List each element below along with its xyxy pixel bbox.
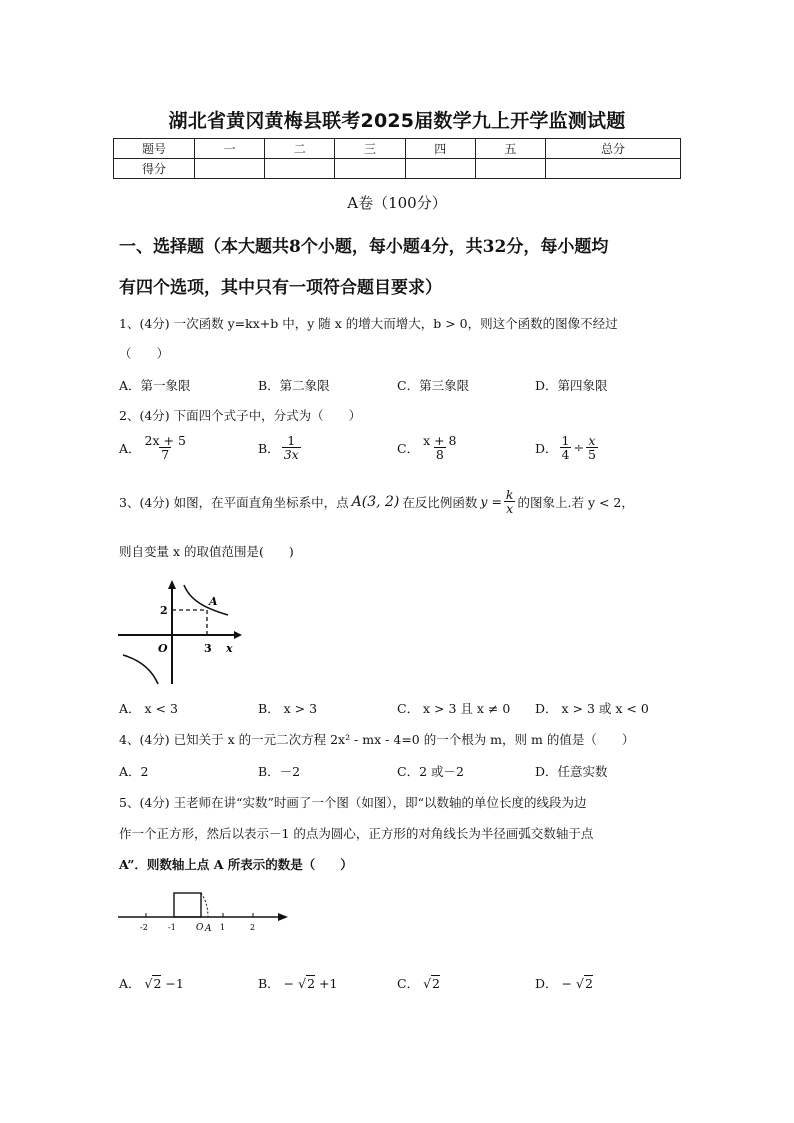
sqrt-suffix: +1 (319, 976, 338, 991)
q5-line2: 作一个正方形，然后以表示－1 的点为圆心，正方形的对角线长为半径画弧交数轴于点 (119, 826, 594, 841)
sqrt-sign: √ (575, 976, 584, 991)
score-header-cell: 总分 (546, 139, 681, 159)
q1-blank: （ ） (119, 346, 170, 361)
part1-heading-line2: 有四个选项，其中只有一项符合题目要求） (119, 278, 442, 298)
radius-arc (201, 893, 208, 917)
fraction (143, 434, 188, 461)
option-label: A． (119, 440, 141, 456)
q1-option-c: C．第三象限 (397, 378, 470, 393)
hyperbola-branch-q1 (184, 585, 228, 615)
sqrt-radicand: 2 (432, 976, 440, 991)
q4-text: 4、(4分) 已知关于 x 的一元二次方程 2x² - mx - 4=0 的一个根为 m，则 m 的值是（ ） (119, 732, 635, 747)
sqrt-prefix: − (283, 976, 295, 991)
q2-option-d (535, 434, 600, 461)
score-cell (265, 159, 335, 179)
q3-line2: 则自变量 x 的取值范围是( ) (119, 544, 294, 559)
q4-option-d: D．任意实数 (535, 764, 608, 779)
fraction-denominator: 7 (161, 447, 170, 463)
q5-line3: A”．则数轴上点 A 所表示的数是（ ） (119, 857, 353, 872)
sqrt-radicand: 2 (153, 976, 162, 991)
q4-option-a: A．2 (119, 764, 149, 779)
tick-label-origin: O (196, 923, 204, 933)
q5-option-c (397, 974, 440, 992)
score-table-score-row (114, 159, 681, 179)
fraction-denominator: 4 (561, 447, 570, 463)
fraction-denominator: x (506, 501, 514, 517)
fraction-denominator: 8 (435, 447, 444, 463)
tick-label: -2 (140, 923, 148, 932)
q2-option-c (397, 434, 461, 461)
score-cell (405, 159, 475, 179)
q5-line1: 5、(4分) 王老师在讲“实数”时画了一个图（如图），即“以数轴的单位长度的线段为边 (119, 795, 587, 810)
point-A-label: A (209, 595, 218, 608)
score-row-label: 得分 (114, 159, 195, 179)
x-tick-label-3: 3 (204, 642, 212, 655)
sqrt-sign: √ (423, 976, 432, 991)
fraction-numerator: 1 (561, 433, 570, 448)
q2-text: 2、(4分) 下面四个式子中，分式为（ ） (119, 408, 362, 423)
score-table (113, 138, 681, 179)
fraction (560, 434, 572, 461)
division-sign: ÷ (573, 440, 584, 456)
q4-option-b: B．－2 (258, 764, 301, 779)
q3-func-fraction (504, 488, 516, 515)
unit-square (174, 893, 201, 917)
hyperbola-branch-q3 (123, 655, 158, 684)
q5-number-line (118, 885, 290, 935)
option-label: D． (535, 976, 558, 991)
score-cell (546, 159, 681, 179)
sqrt-sign: √ (144, 976, 153, 991)
score-cell (335, 159, 405, 179)
q3-point: A(3, 2) (351, 493, 400, 510)
number-line-arrow-icon (278, 913, 288, 921)
tick-label-point-a: A (205, 924, 212, 934)
fraction-numerator: x + 8 (423, 433, 457, 448)
fraction (282, 434, 301, 461)
part1-heading-line1: 一、选择题（本大题共8个小题，每小题4分，共32分，每小题均 (119, 237, 609, 257)
x-axis-arrow-icon (234, 631, 242, 639)
fraction-numerator: k (505, 487, 514, 502)
origin-label: O (158, 642, 168, 655)
q4-option-c: C．2 或－2 (397, 764, 464, 779)
q3-prefix: 3、(4分) 如图，在平面直角坐标系中，点 (119, 494, 349, 510)
sqrt-radicand: 2 (307, 976, 316, 991)
tick-label: 2 (250, 923, 256, 932)
y-axis-arrow-icon (168, 580, 176, 589)
option-label: B． (258, 976, 280, 991)
q1-option-d: D．第四象限 (535, 378, 608, 393)
score-header-cell: 五 (475, 139, 545, 159)
option-label: A． (119, 976, 141, 991)
option-label: B． (258, 440, 280, 456)
fraction-denominator: 3x (283, 447, 299, 463)
fraction (586, 434, 598, 461)
q1-option-b: B．第二象限 (258, 378, 330, 393)
fraction-numerator: 1 (287, 433, 296, 448)
q3-text (119, 488, 634, 515)
tick-label: -1 (168, 923, 176, 932)
option-label: C． (397, 440, 420, 456)
q3-func-lhs: y = (480, 494, 502, 510)
score-header-cell: 三 (335, 139, 405, 159)
q3-option-b: B． x > 3 (258, 701, 318, 716)
sqrt-prefix: − (561, 976, 572, 991)
fraction (421, 434, 458, 461)
score-header-cell: 题号 (114, 139, 195, 159)
score-header-cell: 四 (405, 139, 475, 159)
y-tick-label-2: 2 (160, 604, 168, 617)
sqrt-suffix: −1 (165, 976, 184, 991)
q1-text: 1、(4分) 一次函数 y=kx+b 中，y 随 x 的增大而增大，b > 0，则这个函数的图像不经过 (119, 316, 618, 331)
score-cell (475, 159, 545, 179)
fraction-numerator: 2x + 5 (144, 433, 186, 448)
option-label: D． (535, 440, 558, 456)
q3-option-a: A． x < 3 (119, 701, 178, 716)
x-axis-label: x (226, 642, 233, 655)
option-label: C． (397, 976, 420, 991)
fraction-denominator: 5 (587, 447, 596, 463)
q1-option-a: A．第一象限 (119, 378, 191, 393)
q3-suffix: 的图象上.若 y < 2， (517, 494, 634, 510)
section-title: A卷（100分） (347, 194, 447, 212)
sqrt-sign: √ (298, 976, 307, 991)
q3-mid: 在反比例函数 (402, 494, 478, 510)
q5-option-a (119, 974, 184, 992)
q2-option-b (258, 434, 303, 461)
score-table-header-row (114, 139, 681, 159)
sqrt-radicand: 2 (584, 976, 593, 991)
q3-graph (118, 580, 243, 685)
q5-option-b (258, 974, 337, 992)
q3-option-c: C． x > 3 且 x ≠ 0 (397, 701, 511, 716)
score-cell (195, 159, 265, 179)
q5-option-d (535, 974, 593, 992)
fraction-numerator: x (588, 433, 596, 448)
q2-option-a (119, 434, 190, 461)
page-title: 湖北省黄冈黄梅县联考2025届数学九上开学监测试题 (168, 110, 626, 132)
q3-option-d: D． x > 3 或 x < 0 (535, 701, 649, 716)
tick-label: 1 (220, 923, 226, 932)
score-header-cell: 一 (195, 139, 265, 159)
score-header-cell: 二 (265, 139, 335, 159)
